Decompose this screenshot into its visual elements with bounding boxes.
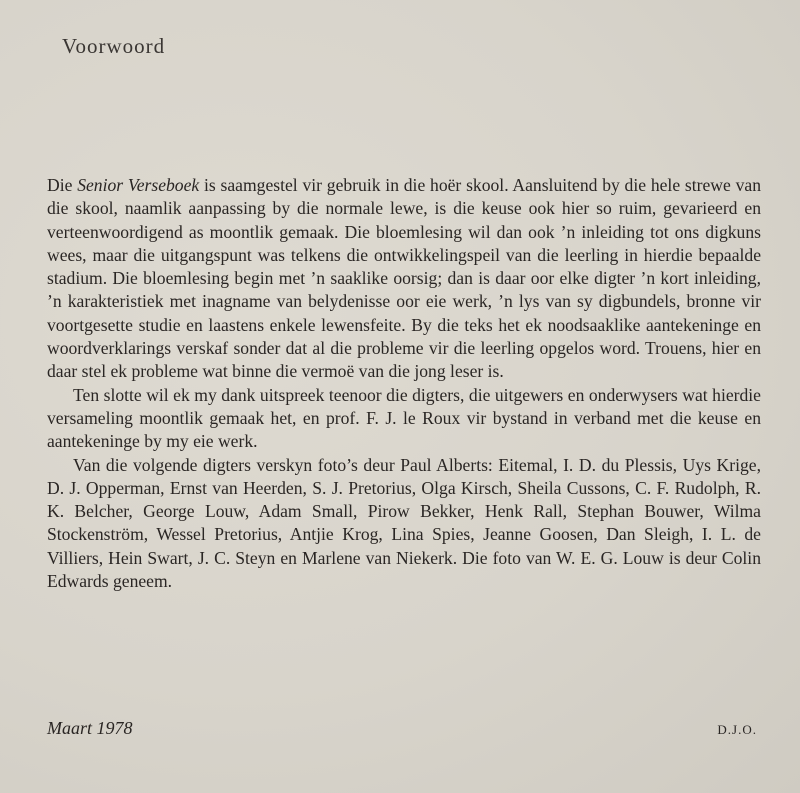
page-title: Voorwoord (62, 34, 166, 58)
author-initials: D.J.O. (717, 722, 757, 737)
foreword-body (47, 174, 761, 593)
book-title-italic: Senior Verseboek (77, 175, 200, 195)
paragraph-1-before: Die (47, 175, 78, 195)
paragraph-2: Ten slotte wil ek my dank uitspreek teenoor die digters, die uitgewers en onderwysers wat hierdie versameling moontlik gemaak het, en prof. F. J. le Roux vir bystand in verband met die keuse en aantekeninge by my eie werk. (47, 384, 761, 452)
paragraph-3: Van die volgende digters verskyn foto’s deur Paul Alberts: Eitemal, I. D. du Plessis, Uys Krige, D. J. Opperman, Ernst van Heerden, S. J. Pretorius, Olga Kirsch, Sheila Cussons, C. F. Rudolph, R. K. Belcher, George Louw, Adam Small, Pirow Bekker, Henk Rall, Stephan Bouwer, Wilma Stockenström, Wessel Pretorius, Antjie Krog, Lina Spies, Jeanne Goosen, Dan Sleigh, I. L. de Villiers, Hein Swart, J. C. Steyn en Marlene van Niekerk. Die foto van W. E. G. Louw is deur Colin Edwards geneem. (47, 454, 761, 592)
paragraph-1-after: is saamgestel vir gebruik in die hoër skool. Aansluitend by die hele strewe van die skool, naamlik aanpassing by die normale lewe, is die keuse ook hier so ruim, gevarieerd en verteenwoordigend as moontlik gemaak. Die bloemlesing wil dan ook ’n inleiding tot ons digkuns wees, maar die uitgangspunt was telkens die ontwikkelingspeil van die leerling in hierdie bepaalde stadium. Die bloemlesing begin met ’n saaklike oorsig; dan is daar oor elke digter ’n kort inleiding, ’n karakteristiek met inagname van belydenisse oor eie werk, ’n lys van sy digbundels, bronne vir voortgesette studie en laastens enkele lewensfeite. By die teks het ek noodsaaklike aantekeninge en woordverklarings verskaf sonder dat al die probleme vir die leerling opgelos word. Trouens, hier en daar stel ek probleme wat binne die vermoë van die jong leser is. (47, 175, 761, 382)
signature-line (47, 718, 761, 739)
date: Maart 1978 (47, 718, 133, 738)
paragraph-1 (47, 174, 761, 384)
